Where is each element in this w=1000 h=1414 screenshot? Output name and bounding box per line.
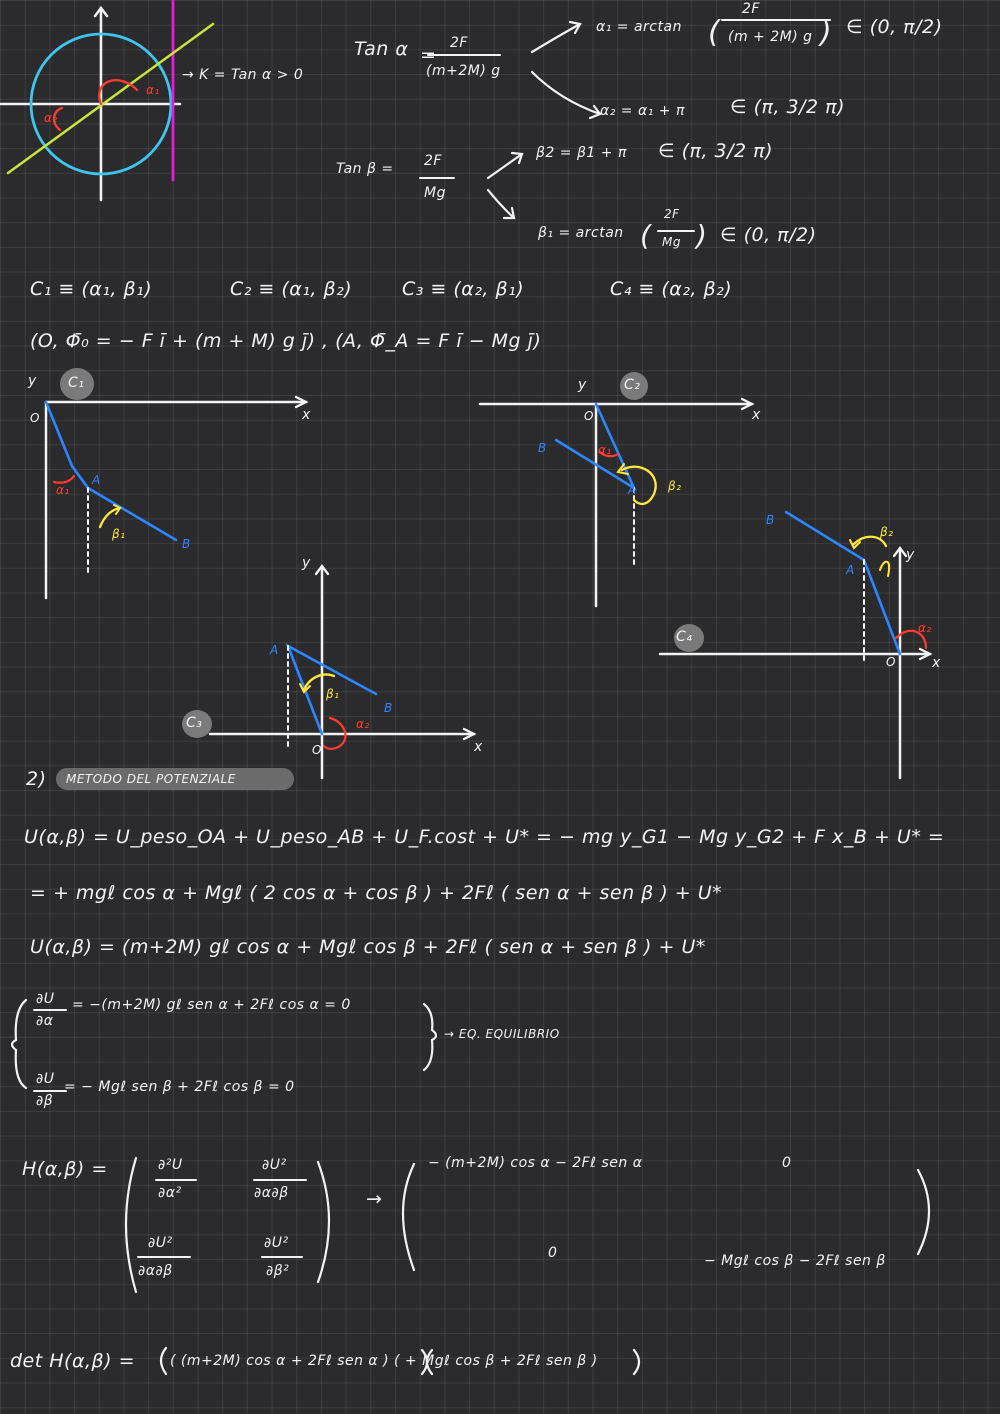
c3-beta: β₁ [326,687,340,701]
force-systems: (O, Φ̄₀ = − F ī + (m + M) g j̄) , (A, Φ̄_A = F ī − Mg j̄) [30,330,542,352]
unit-circle-sketch [0,0,213,200]
alpha1-den: (m + 2M) g [728,29,813,45]
alpha1-paren-open: ( [708,15,721,50]
c1-point-b: B [182,537,191,551]
equilibrium-label: → EQ. EQUILIBRIO [444,1027,560,1041]
potential-line-3: U(α,β) = (m+2M) gℓ cos α + Mgℓ cos β + 2Fℓ ( sen α + sen β ) + U* [30,936,706,958]
eq1-rhs: = −(m+2M) gℓ sen α + 2Fℓ cos α = 0 [72,997,351,1013]
diagram-c2 [480,399,752,606]
c4-alpha: α₂ [918,621,932,635]
potential-line-1: U(α,β) = U_peso_OA + U_peso_AB + U_F.cost + U* = − mg y_G1 − Mg y_G2 + F x_B + U* = [24,826,945,848]
c3-alpha: α₂ [356,717,370,731]
config-c4: C₄ ≡ (α₂, β₂) [610,278,733,300]
hessian-m22: − Mgℓ cos β − 2Fℓ sen β [704,1253,886,1269]
beta1-paren-close: ) [696,219,708,252]
c1-alpha: α₁ [56,483,70,497]
du-dbeta-num: ∂U [36,1071,55,1087]
badge-c1-text: C₁ [68,375,85,391]
tan-alpha-num: 2F [450,35,468,51]
diagram-c3 [210,566,474,778]
alpha1-num: 2F [742,1,760,17]
beta1-paren-open: ( [640,219,652,252]
beta1-num: 2F [664,207,680,221]
c2-origin: O [584,409,594,423]
tan-beta: Tan β = [336,161,394,177]
circle-alpha2-label: α₂ [44,111,58,125]
badge-c3-text: C₃ [186,715,203,731]
c4-axis-y: y [906,547,915,563]
alpha1-lhs: α₁ = arctan [596,19,682,35]
hessian-arrow: → [366,1188,383,1210]
hessian-m11: − (m+2M) cos α − 2Fℓ sen α [428,1155,643,1171]
section-number: 2) [26,768,47,790]
det-lhs: det H(α,β) = [10,1350,136,1372]
badge-c2-text: C₂ [624,377,641,393]
h11-num: ∂²U [158,1157,183,1173]
du-dalpha-den: ∂α [36,1013,54,1029]
eq2-rhs: = − Mgℓ sen β + 2Fℓ cos β = 0 [64,1079,295,1095]
beta1-range: ∈ (0, π/2) [720,224,817,246]
tan-alpha: Tan α [354,38,409,60]
config-c1: C₁ ≡ (α₁, β₁) [30,278,153,300]
c4-axis-x: x [932,655,941,671]
du-dbeta-den: ∂β [36,1093,54,1109]
c3-axis-x: x [474,739,483,755]
hessian-m12: 0 [782,1155,792,1171]
c3-axis-y: y [302,555,311,571]
c2-axis-y: y [578,377,587,393]
section-title: METODO DEL POTENZIALE [66,772,236,786]
c1-axis-y: y [28,373,37,389]
c2-point-a: A [628,483,637,497]
c4-point-a: A [846,563,855,577]
tan-beta-num: 2F [424,153,442,169]
k-note: → K = Tan α > 0 [182,67,304,83]
du-dalpha-num: ∂U [36,991,55,1007]
c4-point-b: B [766,513,775,527]
alpha2-range: ∈ (π, 3/2 π) [730,96,845,118]
beta1-den: Mg [662,235,681,249]
h21-num: ∂U² [148,1235,173,1251]
fraction-bars [34,15,833,1257]
h12-den: ∂α∂β [254,1185,289,1201]
alpha1-range: ∈ (0, π/2) [846,16,943,38]
det-rhs: ( (m+2M) cos α + 2Fℓ sen α ) ( + Mgℓ cos β + 2Fℓ sen β ) [170,1353,598,1369]
c1-point-a: A [92,473,101,487]
h12-num: ∂U² [262,1157,287,1173]
tan-alpha-den: (m+2M) g [426,63,501,79]
h22-num: ∂U² [264,1235,289,1251]
c1-origin: O [30,411,40,425]
diagram-c1 [46,397,306,598]
hessian-m21: 0 [548,1245,558,1261]
tan-beta-den: Mg [424,185,446,201]
c2-beta: β₂ [668,479,682,493]
config-c3: C₃ ≡ (α₂, β₁) [402,278,525,300]
c2-axis-x: x [752,407,761,423]
h21-den: ∂α∂β [138,1263,173,1279]
c3-point-b: B [384,701,393,715]
potential-line-2: = + mgℓ cos α + Mgℓ ( 2 cos α + cos β ) + 2Fℓ ( sen α + sen β ) + U* [30,882,723,904]
h11-den: ∂α² [158,1185,182,1201]
c2-alpha: α₁ [598,443,612,457]
c2-point-b: B [538,441,547,455]
c1-beta: β₁ [112,527,126,541]
beta2-def: β2 = β1 + π [536,145,627,161]
brackets [12,997,929,1374]
h22-den: ∂β² [266,1263,290,1279]
beta1-lhs: β₁ = arctan [538,225,624,241]
badge-c4-text: C₄ [676,629,693,645]
alpha1-paren-close: ) [820,15,833,50]
tan-alpha-eq: = [420,44,437,66]
c4-beta: β₂ [880,525,894,539]
beta2-range: ∈ (π, 3/2 π) [658,140,773,162]
hessian-lhs: H(α,β) = [22,1158,108,1180]
c4-origin: O [886,655,896,669]
c1-axis-x: x [302,407,311,423]
c3-point-a: A [270,643,279,657]
top-arrows [488,22,600,218]
c3-origin: O [312,743,322,757]
config-c2: C₂ ≡ (α₁, β₂) [230,278,353,300]
alpha2-def: α₂ = α₁ + π [600,103,685,119]
circle-alpha1-label: α₁ [146,83,160,97]
